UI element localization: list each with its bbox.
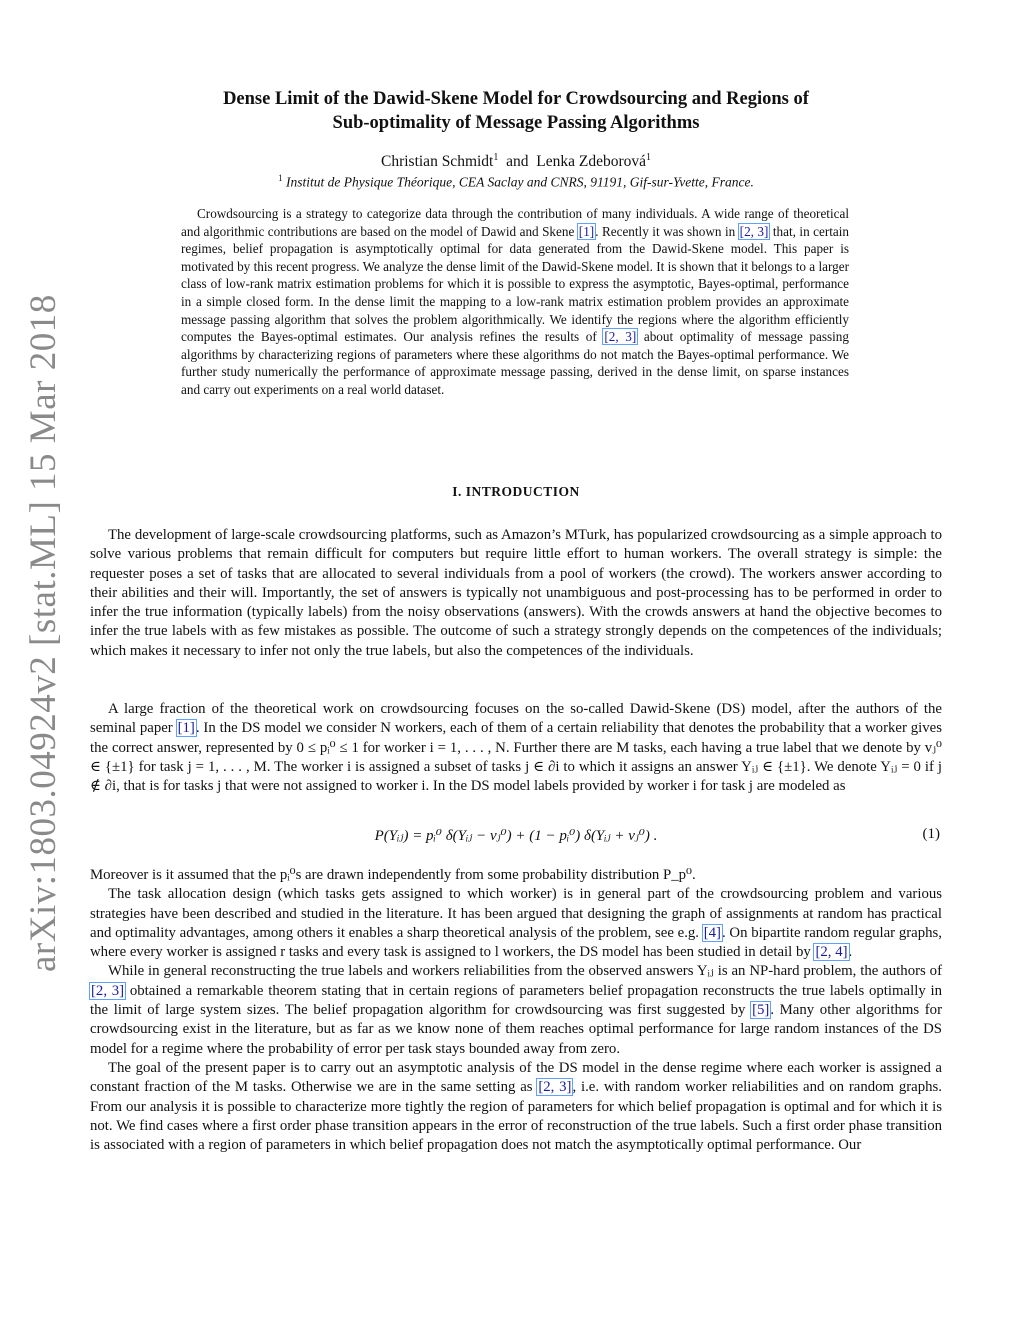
abstract-text-1: Crowdsourcing is a strategy to categorize data through the contribution of many individuals. A wide range of theoretical and algorithmic contributions are based on the model of Dawid and Skene bbox=[181, 206, 849, 239]
paper-title bbox=[90, 87, 942, 135]
citation-link[interactable]: [2, 3] bbox=[91, 982, 125, 999]
section-heading-introduction: I. INTRODUCTION bbox=[452, 484, 580, 499]
paragraph bbox=[90, 700, 942, 796]
paragraph bbox=[90, 885, 942, 962]
paragraph-text: . On bipartite random regular graphs, where every worker is assigned r tasks and every task is assigned to l workers, the DS model has been studied in detail by bbox=[90, 924, 942, 961]
abstract-text-3: that, in certain regimes, belief propagation is asymptotically optimal for data generated from the Dawid-Skene model. This paper is motivated by this recent progress. We analyze the dense limit of the Dawid-Skene model. It is shown that it belongs to a larger class of low-rank matrix estimation problems for which it is possible to express the asymptotic, Bayes-optimal, performance in a simple closed form. In the dense limit the mapping to a low-rank matrix estimation problem provides an approximate message passing algorithm that solves the problem algorithmically. We identify the regions where the algorithm efficiently computes the Bayes-optimal estimates. Our analysis refines the results of bbox=[181, 223, 849, 345]
paragraph-text: . In the DS model we consider N workers, each of them of a certain reliability that denotes the probability that a worker gives the correct answer, represented by 0 ≤ pᵢ⁰ ≤ 1 for worker i = 1, . . . , N. Further there are M tasks, each having a true label that we denote by vⱼ⁰ ∈ {±1} for task j = 1, . . . , M. The worker i is assigned a subset of tasks j ∈ ∂i to which it assigns an answer Yᵢⱼ ∈ {±1}. We denote Yᵢⱼ = 0 if j ∉ ∂i, that is for tasks j that were not assigned to worker i. In the DS model labels provided by worker i for task j are modeled as bbox=[90, 720, 942, 795]
citation-link[interactable]: [2, 3] bbox=[538, 1079, 572, 1096]
paragraph-text: The goal of the present paper is to carry out an asymptotic analysis of the DS model in the dense regime where each worker is assigned a constant fraction of the M tasks. Otherwise we are in the same setting as bbox=[90, 1059, 942, 1096]
citation-link[interactable]: [2, 3] bbox=[739, 223, 769, 239]
paragraph-text: , i.e. with random worker reliabilities and on random graphs. From our analysis it is possible to characterize more tightly the region of parameters for which belief propagation is optimal and for which it is not. We find cases where a first order phase transition appears in the error of reconstruction of the true labels. Such a first order phase transition is associated with a region of parameters in which belief propagation does not match the asymptotically optimal performance. Our bbox=[90, 1079, 942, 1154]
paragraph bbox=[90, 1059, 942, 1155]
paragraph: Moreover is it assumed that the pᵢ⁰s are drawn independently from some probability distribution P_p⁰. bbox=[90, 867, 696, 883]
citation-link[interactable]: [2, 3] bbox=[604, 329, 637, 345]
paragraph-text: . Many other algorithms for crowdsourcing exist in the literature, but as far as we know none of them reaches optimal performance for large random instances of the DS model for a regime where the probability of error per task stays bounded away from zero. bbox=[90, 1002, 942, 1057]
paragraph bbox=[90, 962, 942, 1058]
title-line-1: Dense Limit of the Dawid-Skene Model for Crowdsourcing and Regions of bbox=[223, 89, 809, 109]
author-schmidt: Christian Schmidt bbox=[380, 153, 494, 171]
paragraph-text: The task allocation design (which tasks gets assigned to which worker) is in general part of the crowdsourcing problem and various strategies have been described and studied in the literature. It has been argued that designing the graph of assignments at random has practical and optimality advantages, among others it enables a sharp theoretical analysis of the problem, see e.g. bbox=[90, 886, 942, 941]
abstract bbox=[181, 205, 849, 399]
paragraph-text: A large fraction of the theoretical work on crowdsourcing focuses on the so-called Dawid-Skene (DS) model, after the authors of the seminal paper bbox=[90, 701, 942, 737]
paragraph-text: While in general reconstructing the true labels and workers reliabilities from the observed answers Yᵢⱼ is an NP-hard problem, the authors of bbox=[108, 963, 942, 980]
paragraph-text: obtained a remarkable theorem stating that in certain regions of parameters belief propagation reconstructs the true labels optimally in the limit of large system sizes. The belief propagation algorithm for crowdsourcing was first suggested by bbox=[90, 982, 942, 1019]
paragraph-text: . bbox=[848, 944, 853, 961]
author-zdeborova: Lenka Zdeborová bbox=[536, 153, 646, 171]
intro-body-ds-model bbox=[90, 700, 942, 796]
intro-body-top bbox=[90, 526, 942, 661]
intro-body-bottom bbox=[90, 866, 942, 1155]
citation-link[interactable]: [5] bbox=[752, 1002, 770, 1019]
citation-link[interactable]: [4] bbox=[703, 924, 721, 941]
affiliation bbox=[90, 173, 942, 191]
author1-affil-mark: 1 bbox=[493, 152, 499, 163]
affiliation-text: Institut de Physique Théorique, CEA Saclay and CNRS, 91191, Gif-sur-Yvette, France. bbox=[286, 174, 754, 190]
equation-body: P(Yᵢⱼ) = pᵢ⁰ δ(Yᵢⱼ − vⱼ⁰) + (1 − pᵢ⁰) δ(Yᵢⱼ + vⱼ⁰) . bbox=[374, 828, 658, 844]
equation-number: (1) bbox=[922, 826, 940, 842]
abstract-text-4: about optimality of message passing algorithms by characterizing regions of parameters where these algorithms do not match the Bayes-optimal performance. We further study numerically the performance of approximate message passing, derived in the dense limit, on sparse instances and carry out experiments on a real world dataset. bbox=[181, 329, 849, 397]
affiliation-mark: 1 bbox=[278, 173, 283, 183]
abstract-text-2: . Recently it was shown in bbox=[595, 223, 739, 239]
author2-affil-mark: 1 bbox=[646, 152, 651, 163]
citation-link[interactable]: [2, 4] bbox=[815, 944, 848, 961]
author-list bbox=[90, 152, 942, 171]
citation-link[interactable]: [1] bbox=[578, 223, 595, 239]
author-separator: and bbox=[506, 153, 529, 171]
title-line-2: Sub-optimality of Message Passing Algorithms bbox=[332, 113, 700, 133]
paragraph: The development of large-scale crowdsourcing platforms, such as Amazon’s MTurk, has popularized crowdsourcing as a simple approach to solve various problems that remain difficult for computers but require little effort to human workers. The overall strategy is simple: the requester poses a set of tasks that are allocated to several individuals from a pool of workers (the crowd). The workers answer according to their abilities and their will. Importantly, the set of answers is typically not unambiguous and post-processing has to be performed in order to infer the true information (typically labels) from the noisy observations (answers). With the crowds answers at hand the objective becomes to infer the true labels with as few mistakes as possible. The outcome of such a strategy strongly depends on the competences of the individuals; which makes it necessary to infer not only the true labels, but also the competences of the individuals. bbox=[90, 527, 942, 659]
arxiv-identifier-stamp: arXiv:1803.04924v2 [stat.ML] 15 Mar 2018 bbox=[23, 294, 64, 972]
equation-1 bbox=[90, 826, 942, 850]
citation-link[interactable]: [1] bbox=[177, 720, 195, 737]
